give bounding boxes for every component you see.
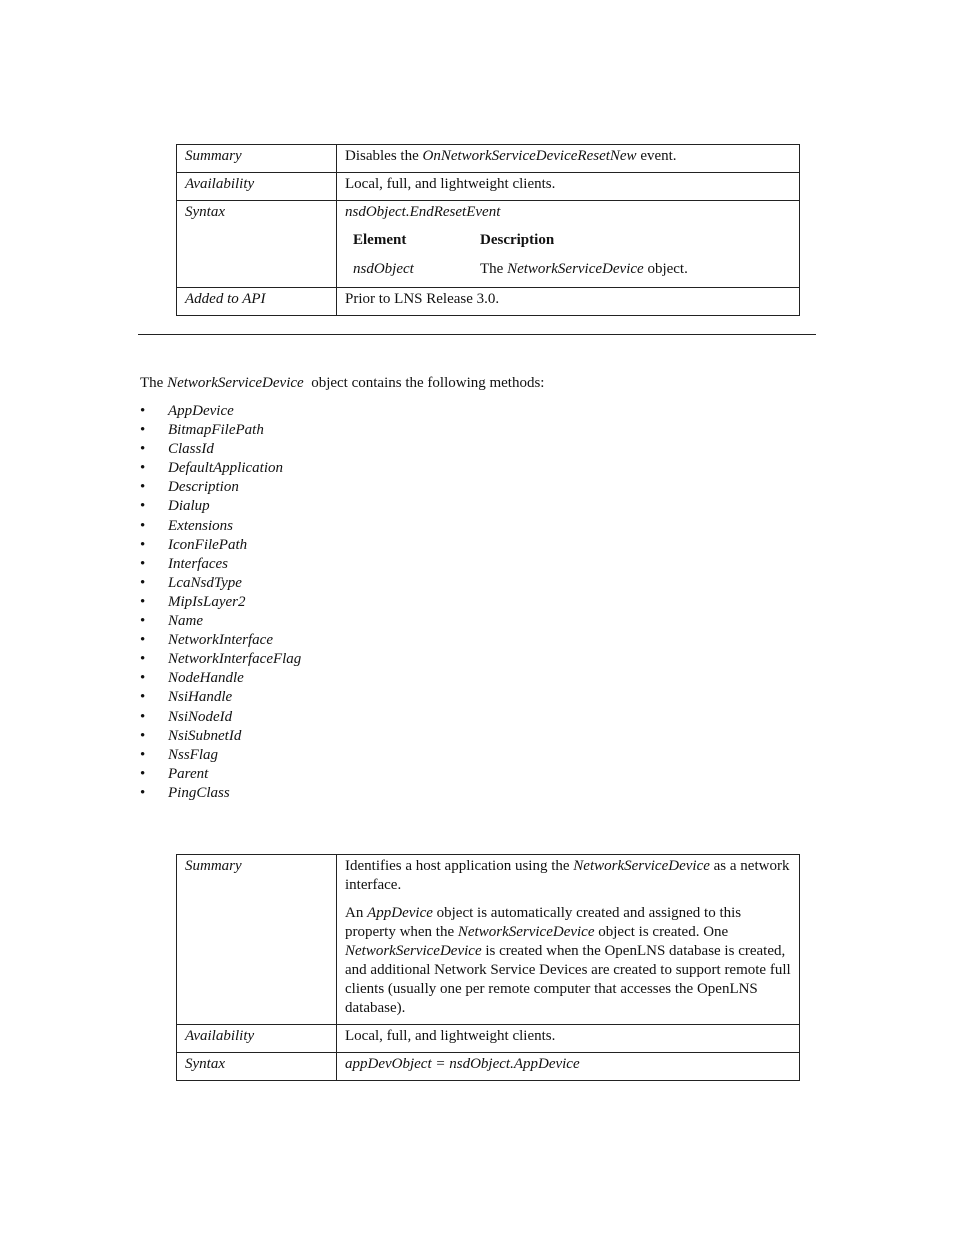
summary-row	[177, 145, 800, 173]
list-item: • IconFilePath	[140, 536, 301, 555]
added-row	[177, 288, 800, 316]
list-item: • BitmapFilePath	[140, 421, 301, 440]
section-divider	[138, 334, 816, 335]
availability-label: Availability	[177, 1025, 337, 1053]
list-item: • LcaNsdType	[140, 574, 301, 593]
methods-list	[140, 402, 301, 803]
list-item: • NetworkInterfaceFlag	[140, 650, 301, 669]
list-item: • NssFlag	[140, 746, 301, 765]
list-item: • AppDevice	[140, 402, 301, 421]
syntax-label: Syntax	[177, 201, 337, 288]
table-row	[345, 260, 688, 279]
list-item: • Interfaces	[140, 555, 301, 574]
availability-row	[177, 1025, 800, 1053]
list-item: • Parent	[140, 765, 301, 784]
element-table	[345, 231, 688, 279]
list-item: • DefaultApplication	[140, 459, 301, 478]
description-header: Description	[480, 232, 555, 248]
availability-value: Local, full, and lightweight clients.	[337, 1025, 800, 1053]
list-item: • ClassId	[140, 440, 301, 459]
summary-value	[337, 855, 800, 1025]
syntax-code: nsdObject.EndResetEvent	[345, 204, 501, 220]
summary-paragraph: Identifies a host application using the NetworkServiceDevice as a network interface.	[345, 858, 790, 893]
availability-value: Local, full, and lightweight clients.	[337, 173, 800, 201]
element-table-header	[345, 231, 688, 260]
added-label: Added to API	[177, 288, 337, 316]
availability-row	[177, 173, 800, 201]
list-item: • MipIsLayer2	[140, 593, 301, 612]
app-device-table	[176, 854, 800, 1081]
list-item: • NetworkInterface	[140, 631, 301, 650]
syntax-value	[337, 201, 800, 288]
list-item: • Extensions	[140, 517, 301, 536]
list-item: • Name	[140, 612, 301, 631]
summary-label: Summary	[177, 855, 337, 1025]
syntax-row	[177, 201, 800, 288]
list-item: • Description	[140, 478, 301, 497]
summary-row	[177, 855, 800, 1025]
added-value: Prior to LNS Release 3.0.	[337, 288, 800, 316]
list-item: • NsiHandle	[140, 688, 301, 707]
summary-value: Disables the OnNetworkServiceDeviceResetNew event.	[337, 145, 800, 173]
summary-paragraph: An AppDevice object is automatically created and assigned to this property when the NetworkServiceDevice object is created. One NetworkServiceDevice is created when the OpenLNS database is created, and additional Network Service Devices are created to support remote full clients (usually one per remote computer that accesses the OpenLNS database).	[345, 905, 791, 1016]
list-item: • NodeHandle	[140, 669, 301, 688]
element-description: The NetworkServiceDevice object.	[480, 261, 688, 277]
list-item: • PingClass	[140, 784, 301, 803]
list-item: • NsiSubnetId	[140, 727, 301, 746]
element-name: nsdObject	[353, 261, 414, 277]
syntax-code: appDevObject = nsdObject.AppDevice	[337, 1053, 800, 1081]
methods-intro: The NetworkServiceDevice object contains the following methods:	[140, 375, 545, 391]
syntax-label: Syntax	[177, 1053, 337, 1081]
syntax-row	[177, 1053, 800, 1081]
summary-label: Summary	[177, 145, 337, 173]
list-item: • Dialup	[140, 497, 301, 516]
end-reset-event-table	[176, 144, 800, 316]
list-item: • NsiNodeId	[140, 708, 301, 727]
element-header: Element	[353, 232, 407, 248]
availability-label: Availability	[177, 173, 337, 201]
